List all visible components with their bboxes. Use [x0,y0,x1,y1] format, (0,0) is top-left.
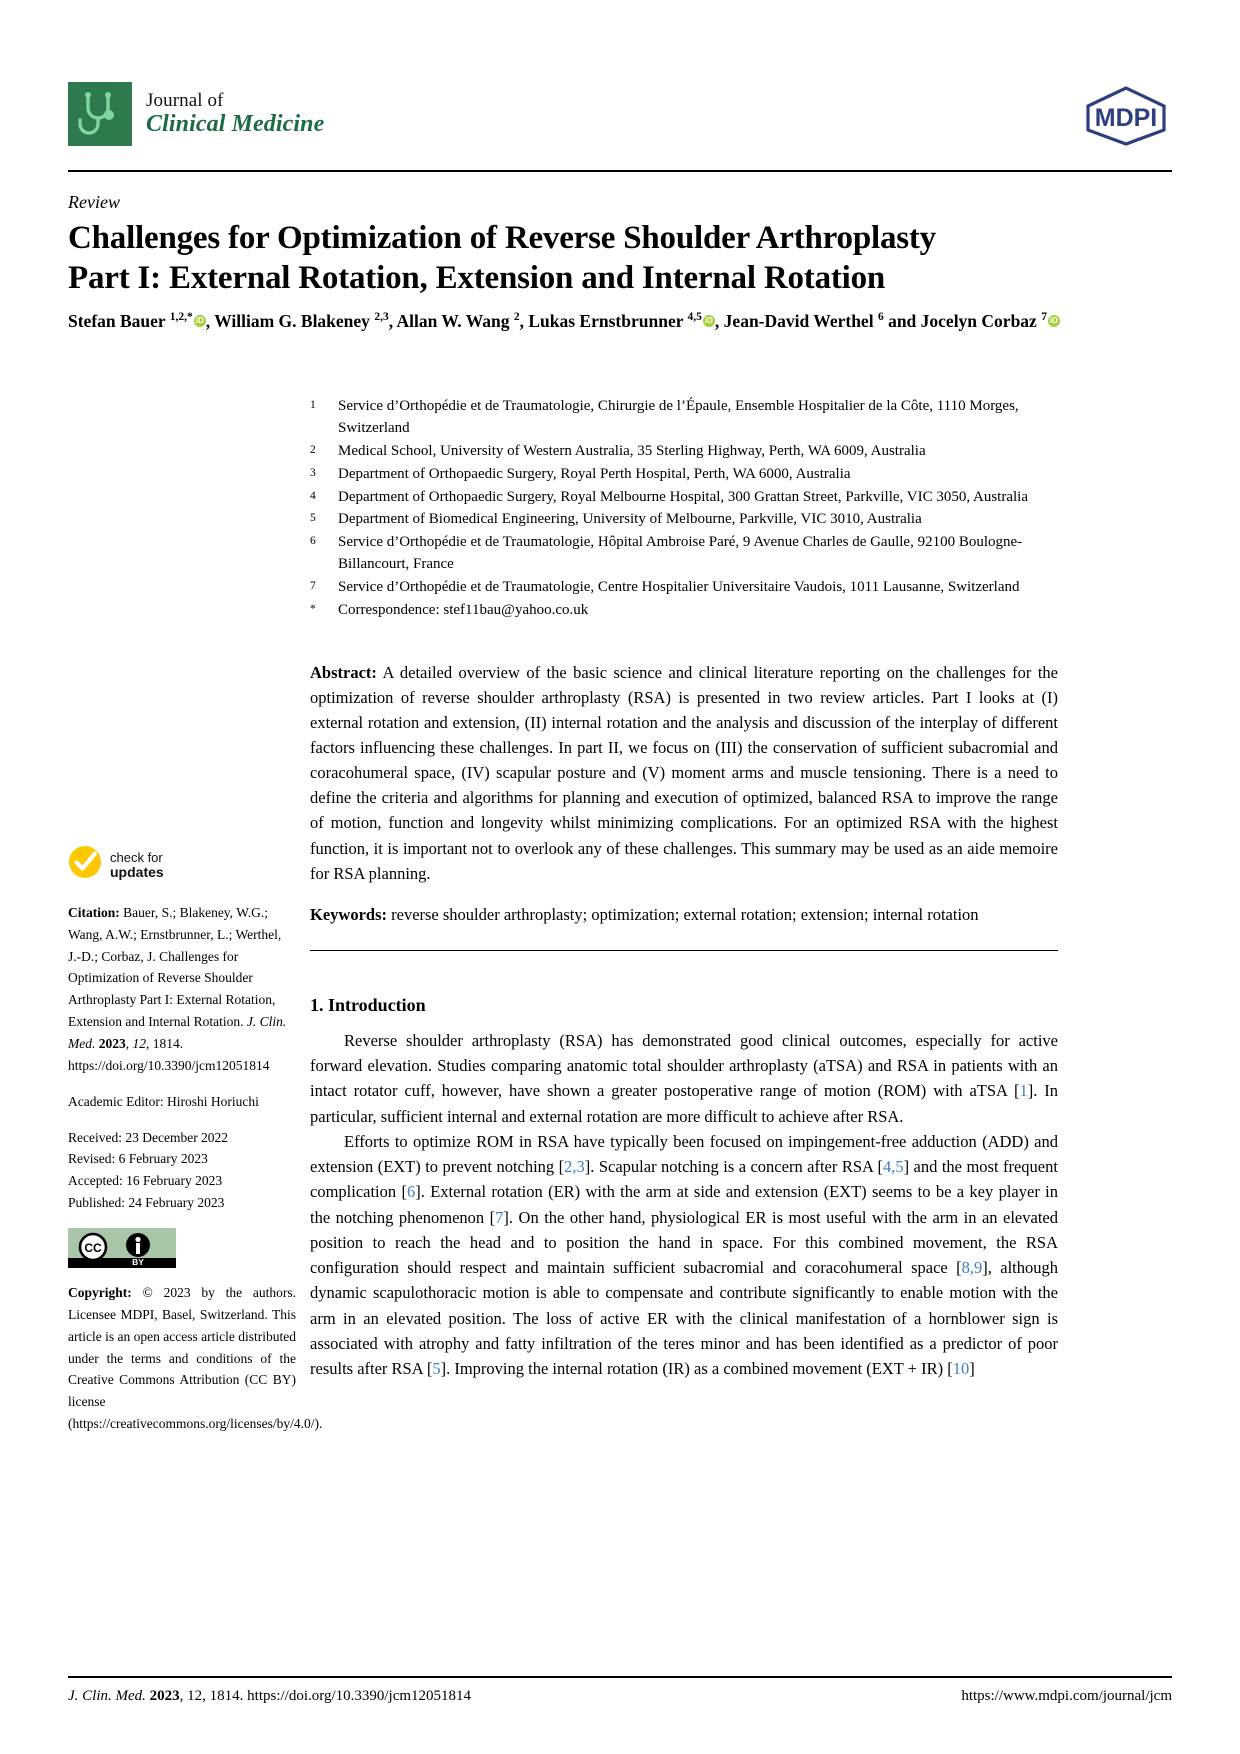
paragraph-1 [310,1028,1058,1129]
cc-icon: CC [84,1241,102,1256]
affiliation-text: Service d’Orthopédie et de Traumatologie, Centre Hospitalier Universitaire Vaudois, 1011 Lausanne, Switzerland [338,579,1020,596]
p2-s5: ]. On the other hand, physiological ER is most useful with the arm in an elevated position to reach the head and to position the hand in space. For this combined movement, the RSA configuration should respect and maintain sufficient subacromial and coracohumeral space [ [310,1207,1058,1278]
check-for-updates-text [110,851,164,881]
affiliation-marker: 6 [310,535,316,548]
affiliation-marker: 1 [310,399,316,411]
by-icon: BY [132,1257,144,1268]
introduction-body [310,1028,1058,1381]
affiliation-text: Department of Orthopaedic Surgery, Royal Perth Hospital, Perth, WA 6000, Australia [338,465,851,482]
date-accepted: Accepted: 16 February 2023 [68,1173,223,1189]
section-heading-introduction: 1. Introduction [310,995,426,1015]
author-list: Stefan Bauer $^{1,2,*}$ iD , William G. Blakeney $^{2,3}$, Allan W. Wang $^2$, Lukas Ernstbrunner $^{4,5}$ iD , Jean-David Werthel $^6$ and Jocelyn Corbaz $^7$ iD [68,311,1058,331]
title-line-2: Part I: External Rotation, Extension and Internal Rotation [68,260,886,297]
publication-dates [68,1127,296,1214]
citation-link-10[interactable]: 10 [952,1359,970,1379]
title-line-1: Challenges for Optimization of Reverse Shoulder Arthroplasty [68,220,936,256]
affiliation-marker: 4 [310,489,316,502]
journal-title-line2: Clinical Medicine [146,111,325,138]
keywords-block [310,903,1058,928]
footer-left [68,1688,471,1705]
keywords-text: reverse shoulder arthroplasty; optimization; external rotation; extension; internal rotation [391,905,979,924]
date-revised: Revised: 6 February 2023 [68,1151,208,1167]
affiliation-text[interactable]: Correspondence: stef11bau@yahoo.co.uk [338,602,589,619]
affiliation-row [310,509,1070,531]
page-header [68,82,1172,164]
affiliation-marker: 2 [310,443,316,456]
p2-s2: ]. Scapular notching is a concern after RSA [ [584,1157,883,1177]
check-updates-line1: check for [110,849,163,865]
affiliation-row [310,441,1070,463]
p2-s7: ]. Improving the internal rotation (IR) as a combined movement (EXT + IR) [ [440,1359,953,1379]
copyright-block [68,1282,323,1435]
copyright-label: Copyright: [68,1285,132,1301]
citation-year: 2023 [98,1036,126,1052]
p2-s1: Efforts to optimize ROM in RSA have typically been focused on impingement-free adduction (ADD) and extension (EXT) to prevent notching [ [310,1131,1058,1177]
p2-s6: ], although dynamic scapulothoracic motion is able to compensate and contribute significantly to enable motion with the arm in an elevated position. The loss of active ER with the clinical manifestation of a hornblower sign is associated with atrophy and fatty infiltration of the teres minor and has been identified as a predictor of poor results after RSA [ [310,1258,1058,1379]
abstract-text: A detailed overview of the basic science and clinical literature reporting on the challenges for the optimization of reverse shoulder arthroplasty (RSA) is presented in two review articles. Part I looks at (I) external rotation and extension, (II) internal rotation and the analysis and discussion of the interplay of different factors influencing these challenges. In part II, we focus on (III) the conservation of sufficient subacromial and coracohumeral space, (IV) scapular posture and (V) moment arms and muscle tensioning. There is a need to define the criteria and algorithms for planning and execution of optimized, balanced RSA to improve the range of motion, function and longevity whilst minimizing complications. For an optimized RSA with the highest function, it is important not to overlook any of these challenges. This summary may be used as an aide memoire for RSA planning. [310,663,1058,883]
academic-editor: Academic Editor: Hiroshi Horiuchi [68,1093,259,1109]
citation-link-8-9[interactable]: 8,9 [961,1258,983,1278]
journal-title-line1: Journal of [146,89,224,111]
affiliation-text: Department of Orthopaedic Surgery, Royal Melbourne Hospital, 300 Grattan Street, Parkville, VIC 3050, Australia [338,488,1028,505]
mdpi-logo-text: MDPI [1094,104,1158,132]
affiliation-text: Service d’Orthopédie et de Traumatologie, Chirurgie de l’Épaule, Ensemble Hospitalier de la Côte, 1110 Morges, Switzerland [338,398,1019,436]
citation-link-5[interactable]: 5 [432,1359,441,1379]
header-divider [68,170,1172,172]
footer-journal: J. Clin. Med. [68,1688,146,1704]
check-for-updates-badge[interactable] [68,845,296,886]
affiliation-row [310,600,1070,622]
footer-year: 2023 [149,1688,180,1704]
paragraph-2 [310,1129,1058,1381]
cc-by-license-badge[interactable] [68,1228,176,1268]
footer-rest: , 12, 1814. https://doi.org/10.3390/jcm12051814 [179,1688,472,1704]
citation-doi-link[interactable]: https://doi.org/10.3390/jcm12051814 [68,1057,270,1073]
affiliation-marker: * [310,603,316,616]
footer-right-url[interactable]: https://www.mdpi.com/journal/jcm [961,1688,1172,1704]
article-type-label: Review [68,192,120,212]
affiliation-text: Department of Biomedical Engineering, University of Melbourne, Parkville, VIC 3010, Australia [338,511,922,528]
citation-link-2-3[interactable]: 2,3 [564,1157,585,1177]
p2-s4: ]. External rotation (ER) with the arm at side and extension (EXT) seems to be a key player in the notching phenomenon [ [310,1182,1058,1227]
mdpi-logo [1080,84,1172,146]
p1-text-post: ]. In particular, sufficient internal and external rotation are more difficult to achieve after RSA. [310,1081,1058,1126]
citation-pages: 1814. [152,1036,184,1052]
affiliation-row [310,577,1070,599]
affiliation-marker: 5 [310,512,316,525]
affiliations-list [310,396,1070,623]
p2-s3: ] and the most frequent complication [ [310,1157,1058,1202]
check-circle-icon [68,845,102,886]
date-received: Received: 23 December 2022 [68,1129,229,1145]
citation-link-7[interactable]: 7 [495,1207,504,1227]
copyright-text: © 2023 by the authors. Licensee MDPI, Basel, Switzerland. This article is an open access article distributed under the terms and conditions of the Creative Commons Attribution (CC BY) license (https://creativecommons.org/licenses/by/4.0/). [68,1285,323,1432]
affiliation-marker: 7 [310,580,316,593]
journal-title [146,90,324,138]
date-published: Published: 24 February 2023 [68,1195,225,1211]
affiliation-row [310,464,1070,486]
check-updates-line2: updates [110,863,164,880]
citation-journal: J. Clin. Med. [68,1014,287,1052]
footer-divider [68,1676,1172,1678]
citation-label: Citation: [68,904,120,920]
page-footer [68,1688,1172,1705]
sidebar-metadata [68,845,323,1435]
stethoscope-icon [68,82,132,146]
affiliation-text: Medical School, University of Western Australia, 35 Sterling Highway, Perth, WA 6009, Australia [338,442,926,459]
citation-volume: 12 [132,1036,146,1052]
affiliation-row [310,532,1070,576]
citation-text: Bauer, S.; Blakeney, W.G.; Wang, A.W.; Ernstbrunner, L.; Werthel, J.-D.; Corbaz, J. Challenges for Optimization of Reverse Shoulder Arthroplasty Part I: External Rotation, Extension and Internal Rotation. [68,904,282,1030]
citation-block: Citation: Bauer, S.; Blakeney, W.G.; Wang, A.W.; Ernstbrunner, L.; Werthel, J.-D.; Corbaz, J. Challenges for Optimization of Reverse Shoulder Arthroplasty Part I: External Rotation, Extension and Internal Rotation. J. Clin. Med. 2023, 12, 1814. https://doi.org/10.3390/jcm12051814 [68,904,287,1073]
abstract-label: Abstract: [310,663,377,682]
citation-link-1[interactable]: 1 [1019,1081,1028,1101]
abstract-block [310,660,1058,886]
keywords-label: Keywords: [310,905,387,924]
citation-link-6[interactable]: 6 [406,1182,416,1202]
journal-logo [68,82,324,146]
page-title [68,218,1158,299]
keywords-divider [310,950,1058,951]
p1-text-pre: Reverse shoulder arthroplasty (RSA) has demonstrated good clinical outcomes, especially for active forward elevation. Studies comparing anatomic total shoulder arthroplasty (aTSA) and RSA in patients with an intact rotator cuff, however, have shown a greater postoperative range of motion (ROM) with aTSA [ [310,1031,1058,1101]
affiliation-marker: 3 [310,466,316,479]
affiliation-text: Service d’Orthopédie et de Traumatologie, Hôpital Ambroise Paré, 9 Avenue Charles de Gaulle, 92100 Boulogne-Billancourt, France [338,534,1023,573]
affiliation-row [310,487,1070,509]
p2-s8: ] [969,1359,975,1379]
affiliation-row [310,396,1070,440]
citation-link-4-5[interactable]: 4,5 [882,1157,904,1177]
